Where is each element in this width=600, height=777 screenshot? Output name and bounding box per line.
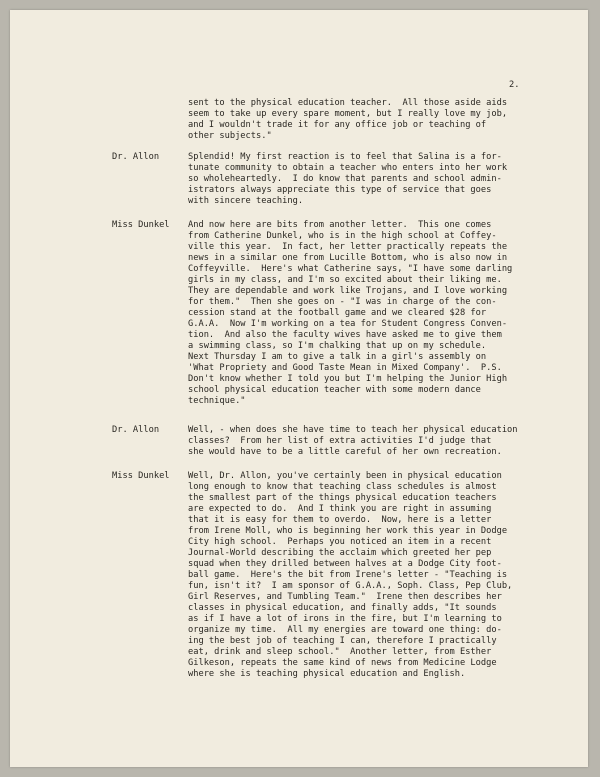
text-line: classes? From her list of extra activities I'd judge that: [188, 436, 492, 446]
text-line: the smallest part of the things physical education teachers: [188, 493, 497, 503]
text-line: City high school. Perhaps you noticed an item in a recent: [188, 537, 492, 547]
text-line: Gilkeson, repeats the same kind of news from Medicine Lodge: [188, 658, 497, 668]
text-line: ball game. Here's the bit from Irene's letter - "Teaching is: [188, 570, 508, 580]
text-line: 'What Propriety and Good Taste Mean in Mixed Company'. P.S.: [188, 363, 502, 373]
text-line: G.A.A. Now I'm working on a tea for Student Congress Conven-: [188, 319, 508, 329]
text-line: ing the best job of teaching I can, therefore I practically: [188, 636, 497, 646]
text-line: Journal-World describing the acclaim which greeted her pep: [188, 548, 492, 558]
text-line: school physical education teacher with some modern dance: [188, 385, 481, 395]
text-line: Next Thursday I am to give a talk in a girl's assembly on: [188, 352, 487, 362]
text-line: technique.": [188, 396, 246, 406]
text-line: other subjects.": [188, 131, 272, 141]
text-line: with sincere teaching.: [188, 196, 304, 206]
text-line: for them." Then she goes on - "I was in charge of the con-: [188, 297, 497, 307]
text-line: Well, - when does she have time to teach her physical education: [188, 425, 518, 435]
text-line: Coffeyville. Here's what Catherine says, "I have some darling: [188, 264, 513, 274]
text-line: from Irene Moll, who is beginning her work this year in Dodge: [188, 526, 508, 536]
text-line: classes in physical education, and finally adds, "It sounds: [188, 603, 497, 613]
text-line: sent to the physical education teacher. All those aside aids: [188, 98, 508, 108]
text-line: eat, drink and sleep school." Another letter, from Esther: [188, 647, 492, 657]
text-line: Don't know whether I told you but I'm helping the Junior High: [188, 374, 508, 384]
text-line: They are dependable and work like Trojans, and I love working: [188, 286, 508, 296]
speaker-name: Dr. Allon: [112, 152, 160, 162]
text-line: Girl Reserves, and Tumbling Team." Irene then describes her: [188, 592, 502, 602]
text-line: girls in my class, and I'm so excited about their liking me.: [188, 275, 502, 285]
text-line: so wholeheartedly. I do know that parents and school admin-: [188, 174, 502, 184]
document-page: [10, 10, 588, 767]
text-line: as if I have a lot of irons in the fire, but I'm learning to: [188, 614, 502, 624]
text-line: from Catherine Dunkel, who is in the high school at Coffey-: [188, 231, 497, 241]
text-line: fun, isn't it? I am sponsor of G.A.A., Soph. Class, Pep Club,: [188, 581, 513, 591]
text-line: And now here are bits from another letter. This one comes: [188, 220, 492, 230]
text-line: and I wouldn't trade it for any office job or teaching of: [188, 120, 487, 130]
speaker-name: Dr. Allon: [112, 425, 160, 435]
text-line: news in a similar one from Lucille Bottom, who is also now in: [188, 253, 508, 263]
text-line: ville this year. In fact, her letter practically repeats the: [188, 242, 508, 252]
text-line: where she is teaching physical education and English.: [188, 669, 466, 679]
text-line: istrators always appreciate this type of service that goes: [188, 185, 492, 195]
text-line: Well, Dr. Allon, you've certainly been in physical education: [188, 471, 502, 481]
text-line: tunate community to obtain a teacher who enters into her work: [188, 163, 508, 173]
text-line: seem to take up every spare moment, but I really love my job,: [188, 109, 508, 119]
text-line: a swimming class, so I'm chalking that up on my schedule.: [188, 341, 487, 351]
text-line: squad when they drilled between halves at a Dodge City foot-: [188, 559, 502, 569]
text-line: organize my time. All my energies are toward one thing: do-: [188, 625, 502, 635]
text-line: long enough to know that teaching class schedules is almost: [188, 482, 497, 492]
text-line: Splendid! My first reaction is to feel that Salina is a for-: [188, 152, 502, 162]
text-line: she would have to be a little careful of her own recreation.: [188, 447, 502, 457]
text-line: are expected to do. And I think you are right in assuming: [188, 504, 492, 514]
text-line: tion. And also the faculty wives have asked me to give them: [188, 330, 502, 340]
speaker-name: Miss Dunkel: [112, 471, 170, 481]
text-line: that it is easy for them to overdo. Now, here is a letter: [188, 515, 492, 525]
text-line: cession stand at the football game and we cleared $28 for: [188, 308, 487, 318]
page-number: 2.: [509, 80, 520, 90]
speaker-name: Miss Dunkel: [112, 220, 170, 230]
